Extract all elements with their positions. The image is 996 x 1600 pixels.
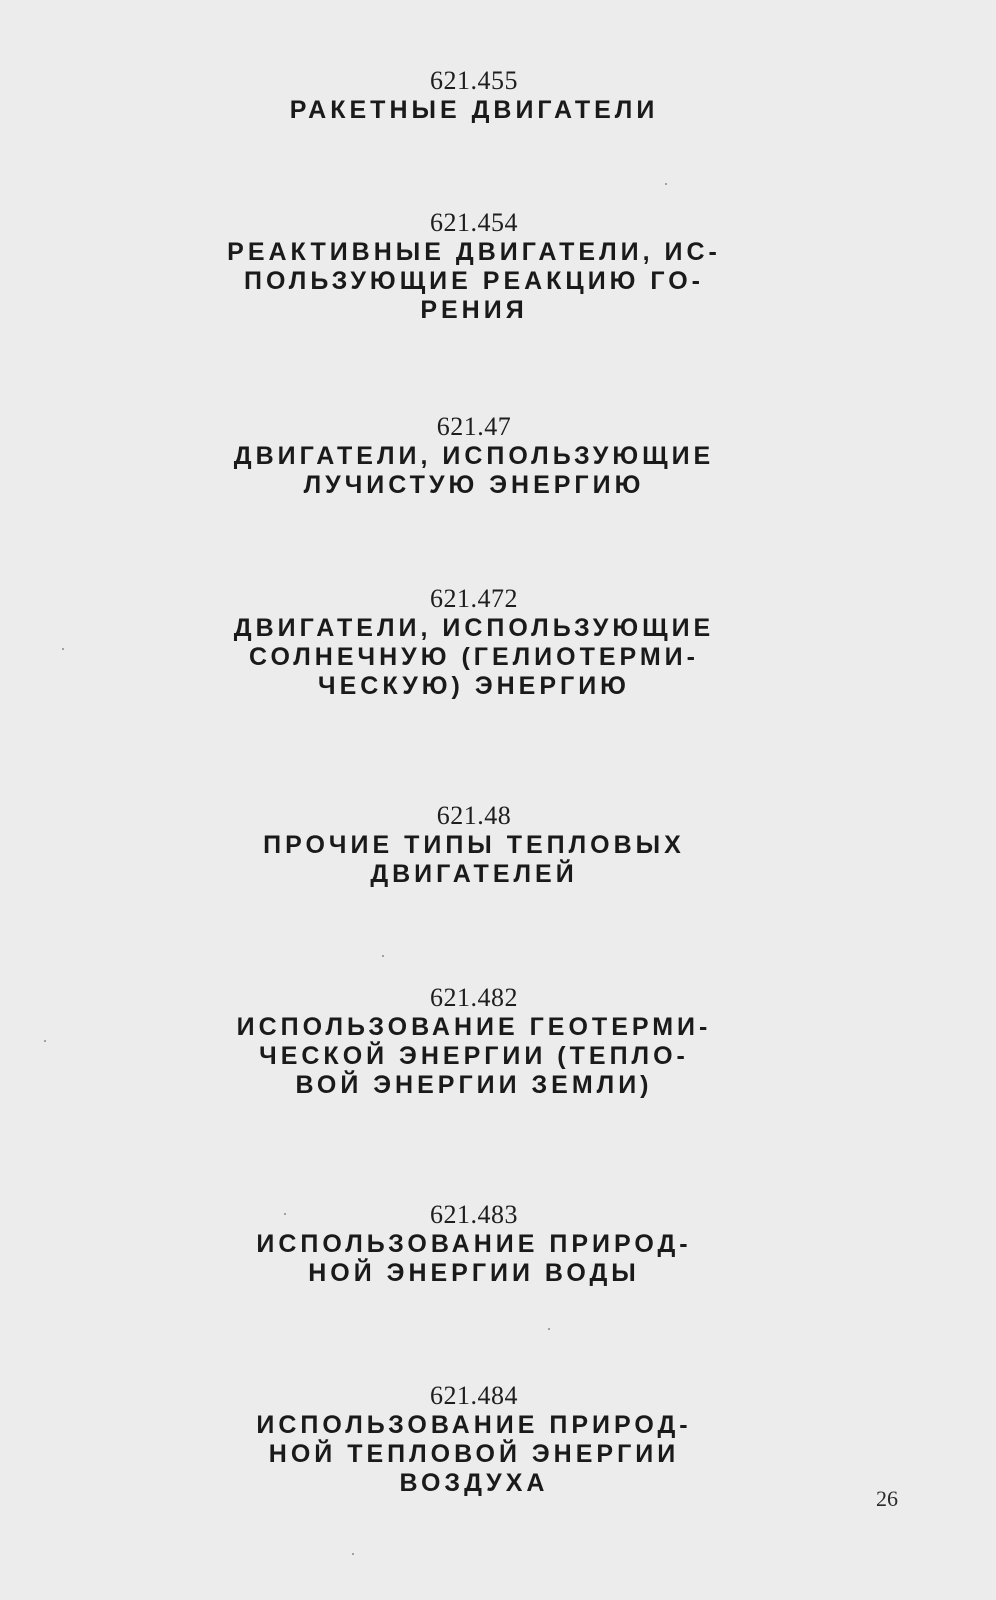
entry-621-455: [0, 66, 948, 125]
title-line: ЧЕСКУЮ) ЭНЕРГИЮ: [318, 672, 630, 700]
entry-title: [0, 614, 948, 701]
entry-code: 621.484: [430, 1381, 518, 1410]
entry-title: [0, 1411, 948, 1498]
title-line: РЕНИЯ: [420, 296, 528, 324]
entry-title: [0, 442, 948, 500]
title-line: ЛУЧИСТУЮ ЭНЕРГИЮ: [303, 471, 645, 499]
entry-621-484: [0, 1381, 948, 1498]
entry-title: [0, 1230, 948, 1288]
title-line: ИСПОЛЬЗОВАНИЕ ПРИРОД-: [256, 1230, 692, 1258]
paper-speck: [62, 648, 64, 650]
title-line: ПРОЧИЕ ТИПЫ ТЕПЛОВЫХ: [263, 831, 685, 859]
entry-code: 621.472: [430, 584, 518, 613]
title-line: ПОЛЬЗУЮЩИЕ РЕАКЦИЮ ГО-: [243, 267, 705, 295]
title-line: НОЙ ТЕПЛОВОЙ ЭНЕРГИИ: [268, 1440, 680, 1468]
paper-speck: [548, 1328, 550, 1330]
entry-title: [0, 96, 948, 125]
paper-speck: [665, 183, 667, 185]
title-line: ДВИГАТЕЛИ, ИСПОЛЬЗУЮЩИЕ: [233, 442, 715, 470]
entry-title: [0, 1013, 948, 1100]
title-line: ИСПОЛЬЗОВАНИЕ ГЕОТЕРМИ-: [236, 1013, 712, 1041]
entry-621-454: [0, 208, 948, 325]
title-line: НОЙ ЭНЕРГИИ ВОДЫ: [308, 1259, 640, 1287]
entry-621-482: [0, 983, 948, 1100]
entry-621-48: [0, 801, 948, 889]
entry-title: [0, 831, 948, 889]
paper-speck: [382, 955, 384, 957]
entry-code: 621.483: [430, 1200, 518, 1229]
title-line: ВОЗДУХА: [399, 1469, 549, 1497]
entry-code: 621.482: [430, 983, 518, 1012]
paper-speck: [352, 1553, 354, 1555]
entry-code: 621.454: [430, 208, 518, 237]
entry-title: [0, 238, 948, 325]
entry-code: 621.47: [436, 412, 512, 441]
title-line: ИСПОЛЬЗОВАНИЕ ПРИРОД-: [256, 1411, 692, 1439]
page-number: 26: [876, 1486, 898, 1511]
title-line: ДВИГАТЕЛИ, ИСПОЛЬЗУЮЩИЕ: [233, 614, 715, 642]
paper-speck: [284, 1213, 286, 1215]
title-line: РЕАКТИВНЫЕ ДВИГАТЕЛИ, ИС-: [227, 238, 721, 266]
paper-speck: [44, 1040, 46, 1042]
entry-code: 621.455: [430, 66, 518, 95]
title-line: ДВИГАТЕЛЕЙ: [370, 860, 578, 888]
title-line: РАКЕТНЫЕ ДВИГАТЕЛИ: [289, 96, 659, 124]
title-line: ВОЙ ЭНЕРГИИ ЗЕМЛИ): [295, 1071, 653, 1099]
entry-code: 621.48: [436, 801, 512, 830]
entry-621-472: [0, 584, 948, 701]
title-line: СОЛНЕЧНУЮ (ГЕЛИОТЕРМИ-: [249, 643, 699, 671]
entry-621-47: [0, 412, 948, 500]
entry-621-483: [0, 1200, 948, 1288]
title-line: ЧЕСКОЙ ЭНЕРГИИ (ТЕПЛО-: [259, 1042, 689, 1070]
